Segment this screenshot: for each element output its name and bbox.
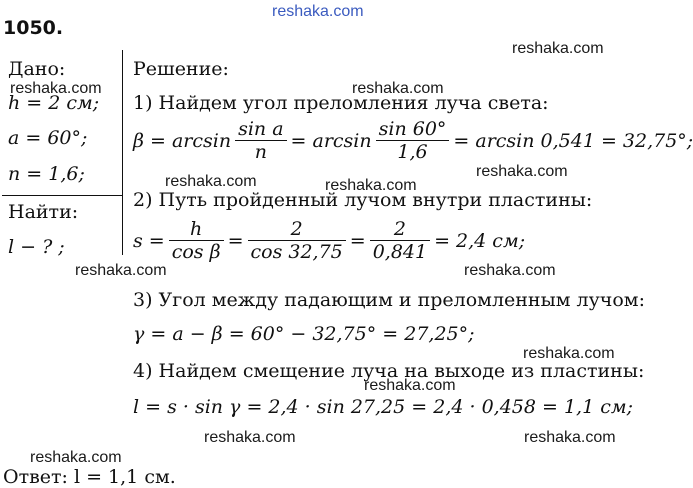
watermark: reshaka.com <box>30 449 122 466</box>
s-lhs: s = <box>133 229 165 252</box>
beta-fraction-2 <box>376 118 450 163</box>
beta-fraction-1 <box>235 118 286 163</box>
watermark: reshaka.com <box>10 80 102 97</box>
given-a: a = 60°; <box>8 127 88 149</box>
l-formula: l = s · sin γ = 2,4 · sin 27,25 = 2,4 · 0,458 = 1,1 см; <box>133 396 634 418</box>
beta-fraction-1-den: n <box>235 140 286 163</box>
step-1: 1) Найдем угол преломления луча света: <box>133 92 549 114</box>
step-3: 3) Угол между падающим и преломленным лучом: <box>133 289 645 311</box>
watermark: reshaka.com <box>464 262 556 279</box>
beta-rhs: = arcsin 0,541 = 32,75°; <box>453 129 693 152</box>
step-4: 4) Найдем смещение луча на выходе из пластины: <box>133 360 645 382</box>
beta-formula <box>133 118 693 163</box>
watermark: reshaka.com <box>75 262 167 279</box>
watermark: reshaka.com <box>364 377 456 394</box>
watermark: reshaka.com <box>352 80 444 97</box>
watermark: reshaka.com <box>325 177 417 194</box>
s-formula <box>133 218 525 263</box>
watermark: reshaka.com <box>272 3 364 20</box>
s-fraction-3-den: 0,841 <box>370 240 430 263</box>
solution-heading: Решение: <box>133 58 229 80</box>
watermark: reshaka.com <box>476 163 568 180</box>
beta-fraction-2-num: sin 60° <box>378 118 447 140</box>
beta-lhs: β = arcsin <box>133 129 232 152</box>
s-eq-2: = <box>349 229 366 252</box>
s-fraction-2-den: cos 32,75 <box>248 240 346 263</box>
watermark: reshaka.com <box>524 429 616 446</box>
watermark: reshaka.com <box>512 40 604 57</box>
s-fraction-1 <box>169 218 224 263</box>
s-fraction-2 <box>248 218 346 263</box>
watermark: reshaka.com <box>523 345 615 362</box>
given-n: n = 1,6; <box>8 163 85 185</box>
given-heading: Дано: <box>8 58 66 80</box>
find-heading: Найти: <box>8 201 79 223</box>
s-eq-1: = <box>227 229 244 252</box>
given-divider-horizontal <box>2 195 122 196</box>
s-fraction-2-num: 2 <box>290 218 303 240</box>
s-fraction-1-den: cos β <box>169 240 224 263</box>
given-divider-vertical <box>122 50 123 255</box>
s-fraction-3 <box>370 218 430 263</box>
s-fraction-3-num: 2 <box>393 218 406 240</box>
beta-fraction-2-den: 1,6 <box>376 140 450 163</box>
step-2: 2) Путь пройденный лучом внутри пластины: <box>133 189 593 211</box>
beta-fraction-1-num: sin a <box>238 118 284 140</box>
watermark: reshaka.com <box>165 173 257 190</box>
beta-mid: = arcsin <box>290 129 372 152</box>
answer: Ответ: l = 1,1 см. <box>3 466 176 488</box>
watermark: reshaka.com <box>204 429 296 446</box>
given-h: h = 2 см; <box>8 92 100 114</box>
find-l: l − ? ; <box>8 236 65 258</box>
problem-number: 1050. <box>3 17 64 39</box>
s-fraction-1-num: h <box>190 218 203 240</box>
gamma-formula: γ = a − β = 60° − 32,75° = 27,25°; <box>133 323 475 345</box>
s-rhs: = 2,4 см; <box>434 229 526 252</box>
